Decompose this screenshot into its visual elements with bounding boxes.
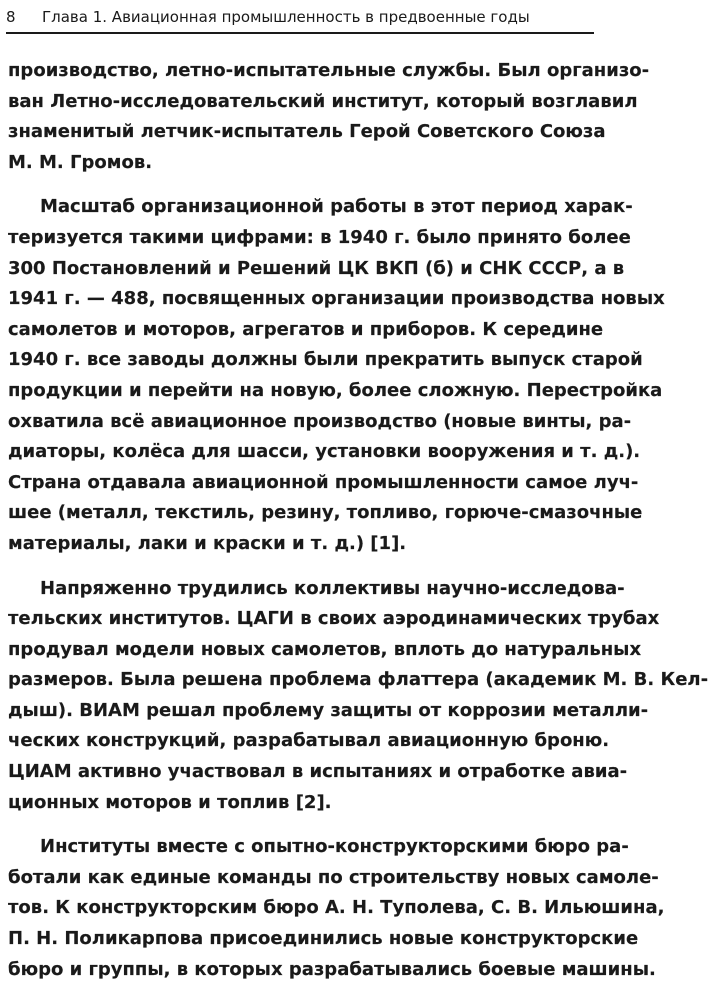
text-line: размеров. Была решена проблема флаттера (академик М. В. Кел- [8,669,708,691]
text-line: 1941 г. — 488, посвященных организации производства новых [8,288,665,310]
text-line: тельских институтов. ЦАГИ в своих аэродинамических трубах [8,608,660,630]
paragraph [8,832,665,985]
text-line: ЦИАМ активно участвовал в испытаниях и отработке авиа- [8,761,628,783]
text-line: Масштаб организационной работы в этот период харак- [40,196,633,218]
text-line: П. Н. Поликарпова присоединились новые конструкторские [8,928,639,950]
text-line: 300 Постановлений и Решений ЦК ВКП (б) и СНК СССР, а в [8,257,625,279]
text-line: шее (металл, текстиль, резину, топливо, горюче-смазочные [8,502,643,524]
text-line: продувал модели новых самолетов, вплоть до натуральных [8,638,642,660]
text-line: дыш). ВИАМ решал проблему защиты от коррозии металли- [8,699,649,721]
text-line: бюро и группы, в которых разрабатывались боевые машины. [8,958,656,980]
paragraph [8,192,665,559]
paragraph [8,574,708,819]
text-line: ботали как единые команды по строительству новых самоле- [8,866,659,888]
text-line: материалы, лаки и краски и т. д.) [1]. [8,532,407,554]
text-line: Напряженно трудились коллективы научно-исследова- [40,577,625,599]
text-line: ционных моторов и топлив [2]. [8,791,332,813]
text-line: диаторы, колёса для шасси, установки вооружения и т. д.). [8,441,641,463]
text-line: самолетов и моторов, агрегатов и приборов. К середине [8,318,604,340]
running-header [6,2,594,34]
text-line: ван Летно-исследовательский институт, который возглавил [8,90,638,112]
text-line: 1940 г. все заводы должны были прекратить выпуск старой [8,349,643,371]
text-line: производство, летно-испытательные службы. Был организо- [8,60,650,81]
paragraph [8,56,650,178]
text-line: Страна отдавала авиационной промышленности самое луч- [8,471,639,493]
text-line: М. М. Громов. [8,151,153,173]
text-line: охватила всё авиационное производство (новые винты, ра- [8,410,632,432]
text-line: тов. К конструкторским бюро А. Н. Туполева, С. В. Ильюшина, [8,897,665,919]
text-line: продукции и перейти на новую, более сложную. Перестройка [8,379,663,401]
text-line: теризуется такими цифрами: в 1940 г. было принято более [8,226,631,248]
running-title: Глава 1. Авиационная промышленность в предвоенные годы [42,8,530,26]
text-line: ческих конструкций, разрабатывал авиационную броню. [8,730,610,752]
body-text [8,56,708,999]
page-number: 8 [6,8,16,26]
text-line: Институты вместе с опытно-конструкторскими бюро ра- [40,836,629,858]
text-line: знаменитый летчик-испытатель Герой Советского Союза [8,121,606,143]
